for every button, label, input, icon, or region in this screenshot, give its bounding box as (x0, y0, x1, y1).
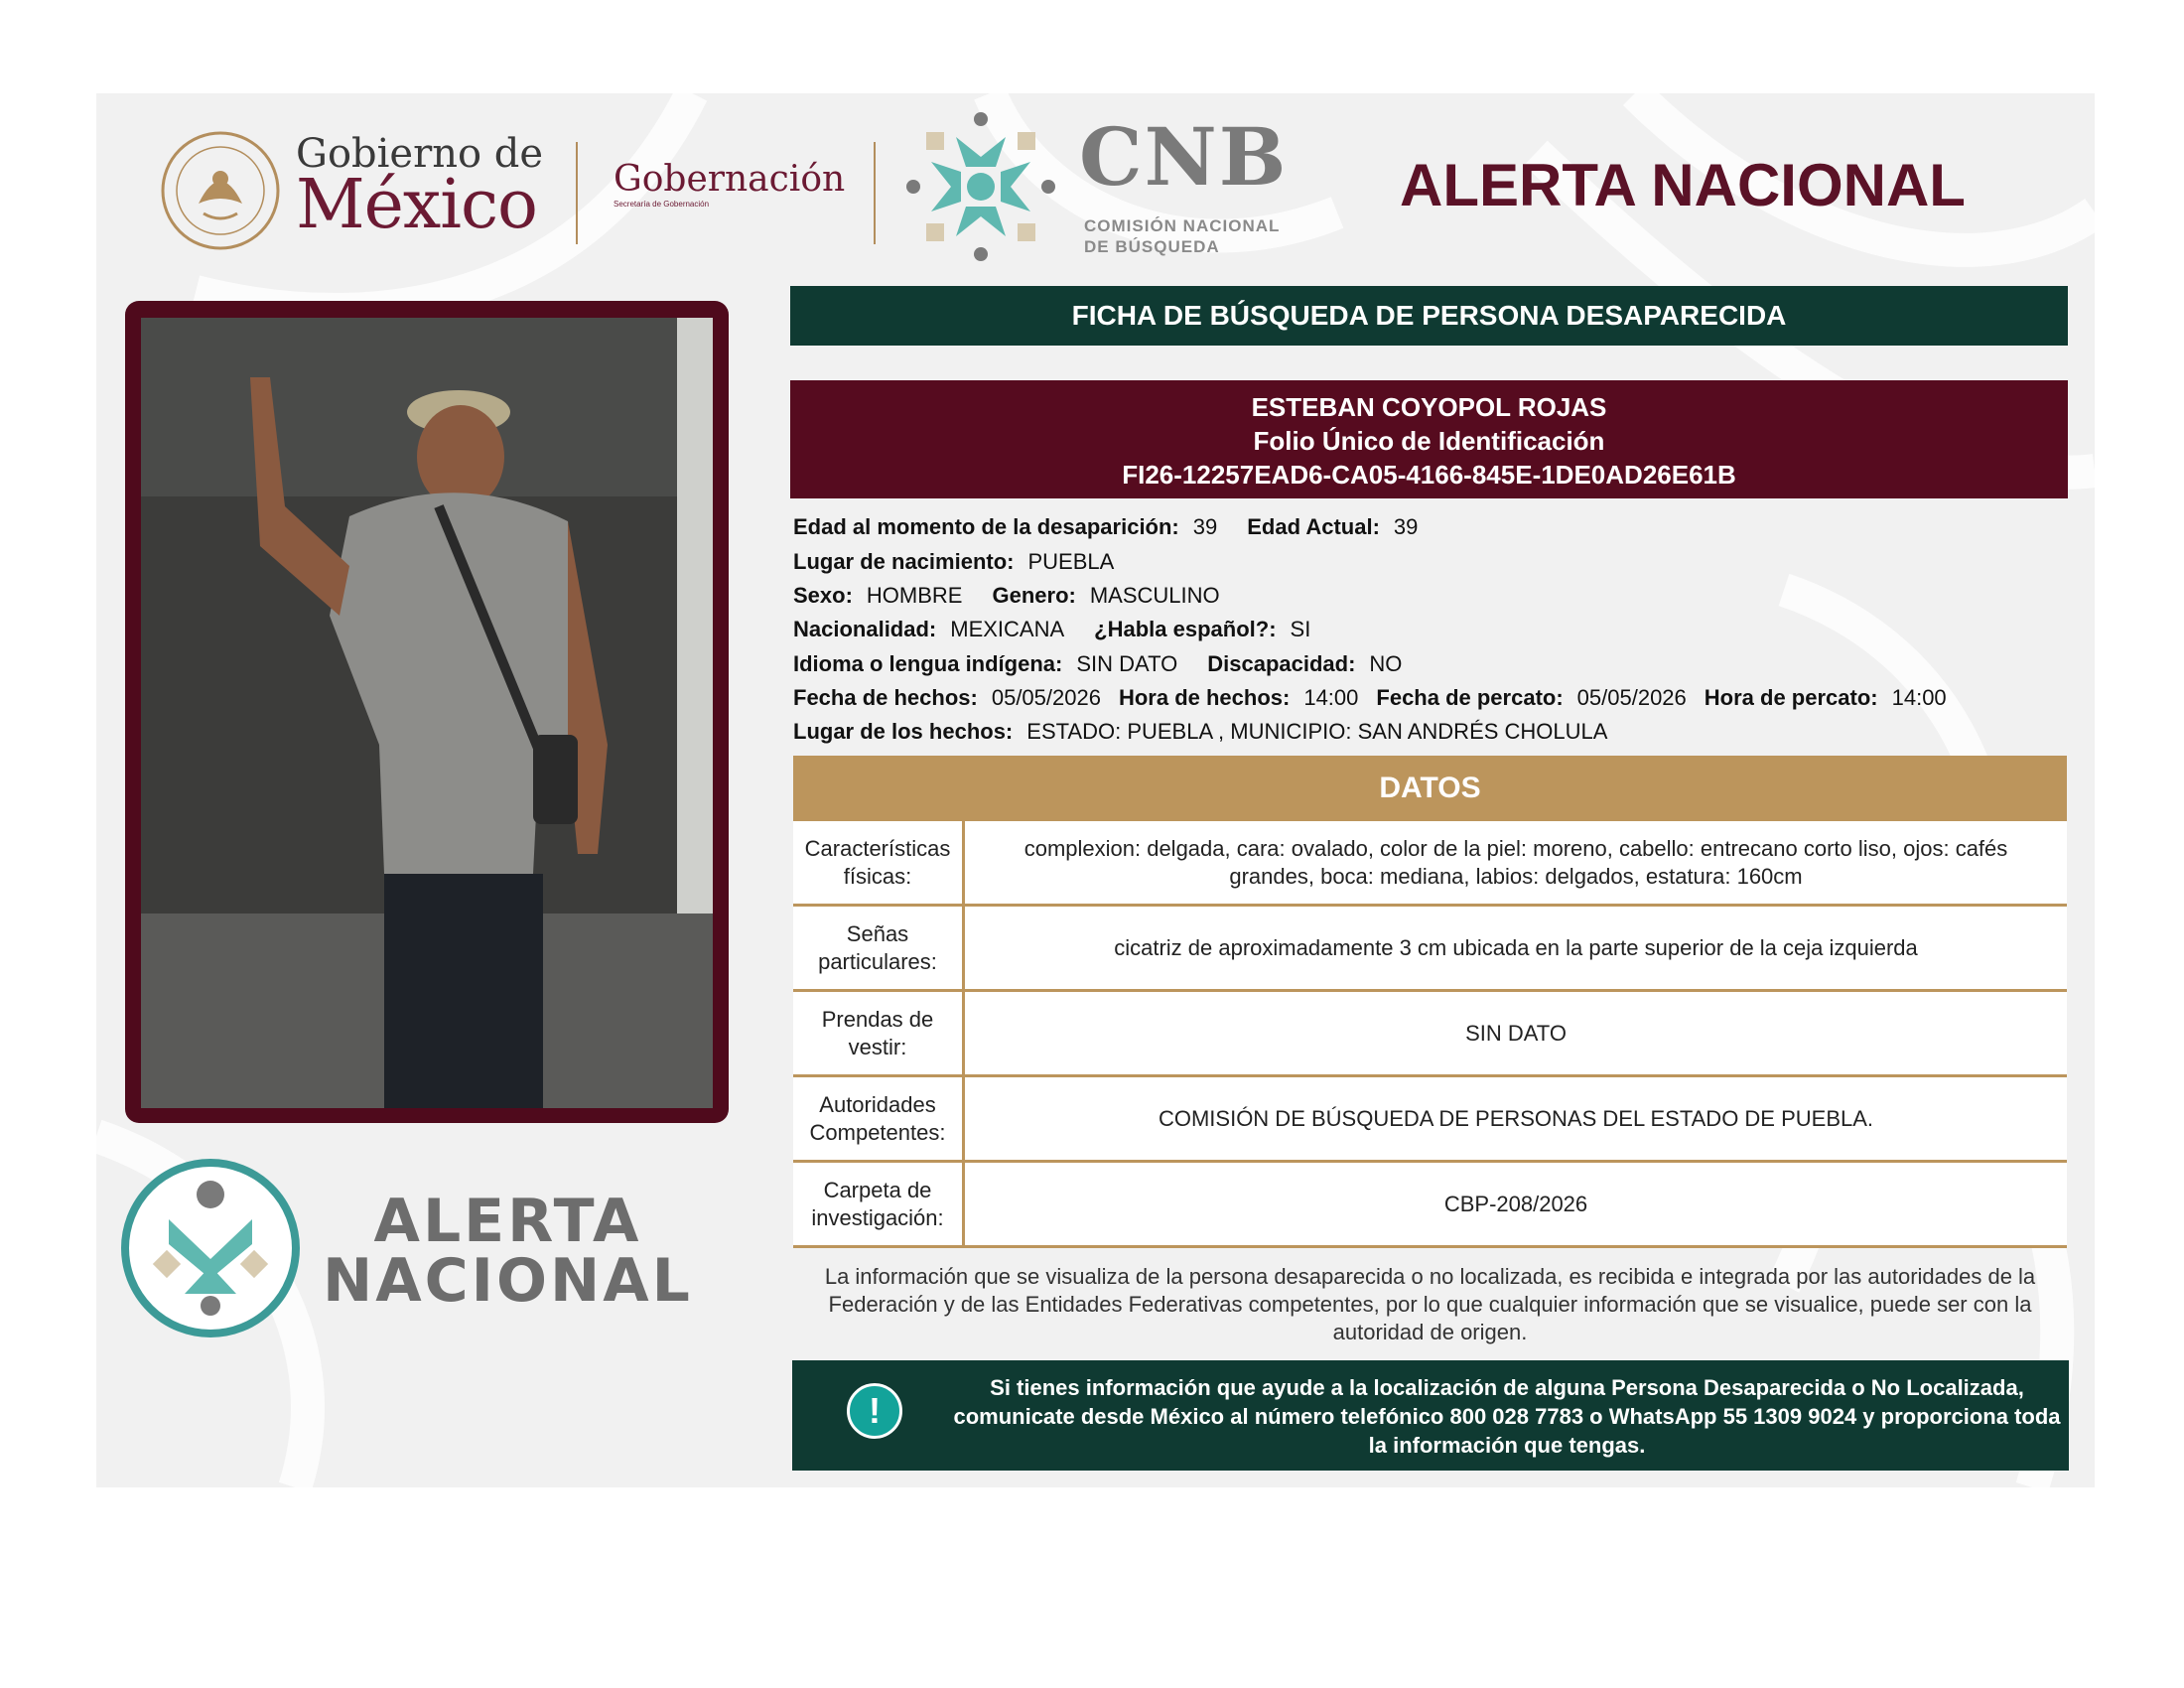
alerta-nacional-title: ALERTA NACIONAL (1400, 152, 1966, 218)
lugar-nac-value: PUEBLA (1027, 549, 1115, 574)
table-row (793, 1077, 2067, 1163)
nacionalidad-label: Nacionalidad: (793, 617, 937, 641)
row-label: Características físicas: (793, 821, 965, 904)
folio-label: Folio Único de Identificación (1253, 426, 1605, 456)
wordmark-line2: NACIONAL (323, 1246, 693, 1316)
info-row-lugar-hechos (793, 719, 1637, 745)
gobernacion-logo: Gobernación (614, 159, 846, 200)
ficha-title-bar: FICHA DE BÚSQUEDA DE PERSONA DESAPARECIDA (790, 286, 2068, 346)
hora-hechos-value: 14:00 (1303, 685, 1359, 710)
person-photo (141, 318, 713, 1108)
cnb-sub-line1: COMISIÓN NACIONAL (1084, 216, 1281, 235)
cnb-logo-icon (901, 107, 1060, 266)
row-label: Prendas de vestir: (793, 992, 965, 1074)
gobernacion-subtitle: Secretaría de Gobernación (614, 200, 710, 209)
edad-desap-value: 39 (1192, 514, 1218, 539)
alerta-nacional-logo-icon (117, 1155, 304, 1341)
info-row-sexo (793, 583, 1250, 609)
cnb-wordmark: CNB (1079, 110, 1289, 204)
edad-actual-value: 39 (1393, 514, 1419, 539)
table-row (793, 992, 2067, 1077)
cnb-subtitle (1084, 215, 1280, 258)
lugar-hechos-label: Lugar de los hechos: (793, 719, 1014, 744)
info-row-idioma (793, 651, 1432, 677)
folio-number: FI26-12257EAD6-CA05-4166-845E-1DE0AD26E61B (1122, 460, 1736, 490)
nacionalidad-value: MEXICANA (950, 617, 1065, 641)
row-value: SIN DATO (1465, 1020, 1567, 1046)
cnb-sub-line2: DE BÚSQUEDA (1084, 237, 1220, 257)
row-value: cicatriz de aproximadamente 3 cm ubicada en la parte superior de la ceja izquierda (1114, 934, 1918, 960)
row-label: Carpeta de investigación: (793, 1163, 965, 1245)
fecha-percato-label: Fecha de percato: (1376, 685, 1564, 710)
header-divider (874, 142, 876, 244)
table-row (793, 1163, 2067, 1248)
info-row-fechas (793, 685, 1947, 711)
sexo-label: Sexo: (793, 583, 853, 608)
person-name: ESTEBAN COYOPOL ROJAS (1251, 392, 1607, 422)
person-name-bar (790, 380, 2068, 498)
table-row (793, 907, 2067, 992)
discapacidad-value: NO (1369, 651, 1403, 676)
info-row-nacionalidad (793, 617, 1340, 642)
genero-label: Genero: (992, 583, 1076, 608)
datos-table (793, 821, 2067, 1248)
gobierno-line2: México (296, 166, 537, 244)
contact-text: Si tienes información que ayude a la localización de alguna Persona Desaparecida o No Localizada, comunicate desde México al número telefónico 800 028 7783 o WhatsApp 55 1309 9024 y proporciona toda la información que tengas. (953, 1375, 2061, 1458)
fecha-hechos-label: Fecha de hechos: (793, 685, 978, 710)
lugar-nac-label: Lugar de nacimiento: (793, 549, 1015, 574)
hora-hechos-label: Hora de hechos: (1118, 685, 1291, 710)
hora-percato-value: 14:00 (1891, 685, 1947, 710)
discapacidad-label: Discapacidad: (1207, 651, 1356, 676)
row-value: CBP-208/2026 (1443, 1191, 1588, 1216)
row-value: COMISIÓN DE BÚSQUEDA DE PERSONAS DEL ESTADO DE PUEBLA. (1158, 1105, 1874, 1131)
idioma-label: Idioma o lengua indígena: (793, 651, 1063, 676)
fecha-percato-value: 05/05/2026 (1576, 685, 1687, 710)
exclamation-icon: ! (847, 1383, 902, 1439)
lugar-hechos-value: ESTADO: PUEBLA , MUNICIPIO: SAN ANDRÉS CHOLULA (1026, 719, 1608, 744)
table-row (793, 821, 2067, 907)
mexico-seal-icon (159, 129, 282, 252)
edad-desap-label: Edad al momento de la desaparición: (793, 514, 1179, 539)
edad-actual-label: Edad Actual: (1247, 514, 1380, 539)
hora-percato-label: Hora de percato: (1704, 685, 1878, 710)
idioma-value: SIN DATO (1076, 651, 1178, 676)
row-label: Señas particulares: (793, 907, 965, 989)
espanol-label: ¿Habla español?: (1094, 617, 1277, 641)
row-label: Autoridades Competentes: (793, 1077, 965, 1160)
espanol-value: SI (1290, 617, 1311, 641)
row-value: complexion: delgada, cara: ovalado, color de la piel: moreno, cabello: entrecano corto liso, ojos: cafés grandes, boca: mediana, labios: delgados, estatura: 160cm (1024, 835, 2008, 889)
alerta-nacional-wordmark (323, 1187, 693, 1316)
disclaimer-text: La información que se visualiza de la persona desaparecida o no localizada, es recibida e integrada por las autoridades de la Federación y de las Entidades Federativas competentes, por lo que cualquier información que se visualice, puede ser con la autoridad de origen. (824, 1264, 2036, 1344)
header-divider (576, 142, 578, 244)
fecha-hechos-value: 05/05/2026 (991, 685, 1101, 710)
info-row-edad (793, 514, 1447, 540)
genero-value: MASCULINO (1089, 583, 1220, 608)
gobierno-de-mexico-logo (296, 131, 544, 244)
datos-title-bar: DATOS (793, 756, 2067, 821)
info-row-nacimiento (793, 549, 1144, 575)
wordmark-line1: ALERTA (373, 1187, 642, 1256)
gobierno-line1: Gobierno de (296, 131, 544, 177)
sexo-value: HOMBRE (866, 583, 963, 608)
